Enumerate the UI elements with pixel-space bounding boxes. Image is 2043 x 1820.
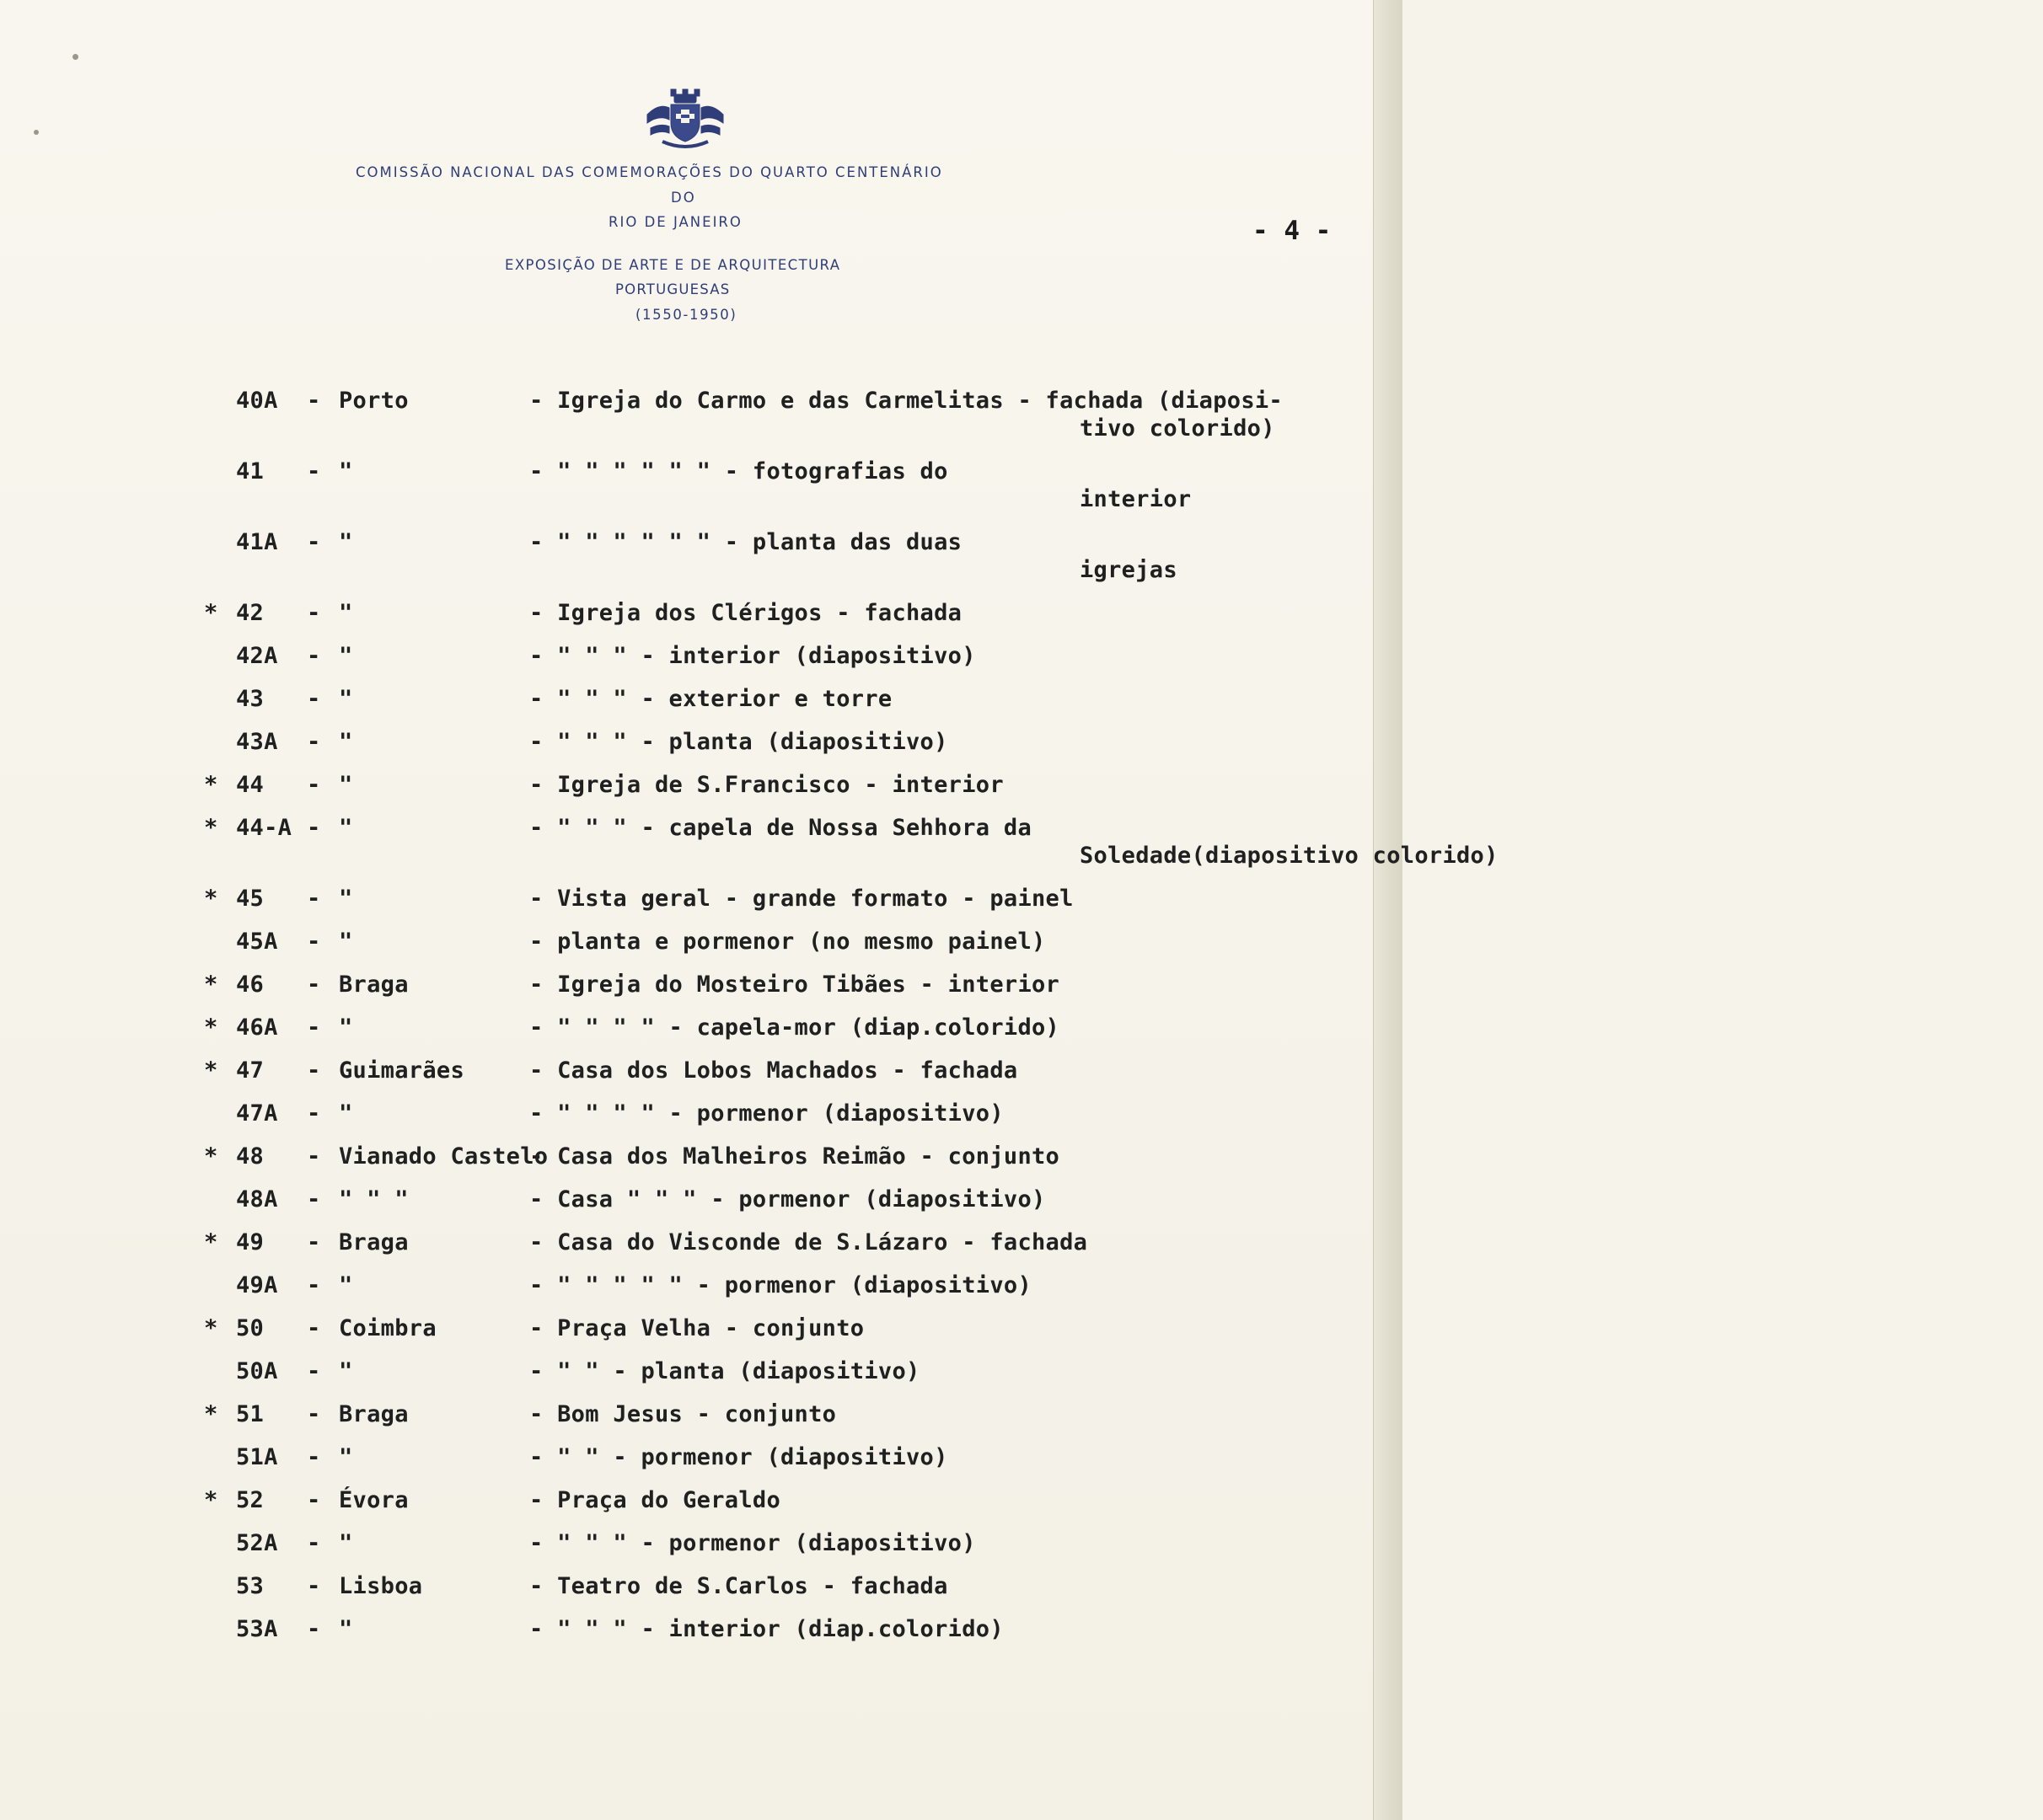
- entry-description: - Teatro de S.Carlos - fachada: [529, 1573, 948, 1599]
- entry-number: 48: [236, 1143, 265, 1170]
- entry-place: ": [339, 886, 353, 912]
- entry-number: 41A: [236, 529, 278, 555]
- entry-mark: *: [204, 1014, 218, 1041]
- entry-description: - " " " " " " - planta das duas: [529, 529, 963, 555]
- entry-separator: -: [307, 929, 321, 955]
- letterhead-do: DO: [671, 190, 696, 206]
- entry-description: - Igreja dos Clérigos - fachada: [529, 600, 963, 626]
- catalog-entry: [0, 600, 1402, 639]
- entry-number: 46: [236, 972, 265, 998]
- entry-separator: -: [307, 529, 321, 555]
- entry-place: Braga: [339, 1229, 409, 1255]
- entry-description: - " " " - interior (diap.colorido): [529, 1616, 1004, 1642]
- entry-description: - " " - planta (diapositivo): [529, 1358, 920, 1384]
- letterhead-city: RIO DE JANEIRO: [609, 214, 743, 230]
- entry-number: 48A: [236, 1186, 278, 1212]
- entry-place: Évora: [339, 1487, 409, 1513]
- entry-description: - " " " " " " - fotografias do: [529, 458, 948, 484]
- entry-mark: *: [204, 1487, 218, 1513]
- entry-number: 51A: [236, 1444, 278, 1470]
- entry-mark: *: [204, 972, 218, 998]
- entry-place: ": [339, 929, 353, 955]
- entry-separator: -: [307, 1057, 321, 1084]
- entry-description: - " " " - interior (diapositivo): [529, 643, 976, 669]
- entry-description: - " " " " - pormenor (diapositivo): [529, 1100, 1004, 1127]
- entry-number: 50: [236, 1315, 265, 1341]
- catalog-entry: [0, 1272, 1402, 1311]
- catalog-entry-continuation: [0, 486, 1402, 525]
- catalog-entry: [0, 1401, 1402, 1440]
- entry-separator: -: [307, 1487, 321, 1513]
- entry-description: - " " - pormenor (diapositivo): [529, 1444, 948, 1470]
- catalog-entry-continuation: [0, 843, 1499, 881]
- entry-place: ": [339, 729, 353, 755]
- entry-separator: -: [307, 1100, 321, 1127]
- entry-mark: *: [204, 815, 218, 841]
- entry-separator: -: [307, 458, 321, 484]
- entry-number: 42: [236, 600, 265, 626]
- catalog-entry: [0, 1186, 1402, 1225]
- entry-separator: -: [307, 1444, 321, 1470]
- letterhead-exhibition: EXPOSIÇÃO DE ARTE E DE ARQUITECTURA: [505, 257, 841, 273]
- entry-place: ": [339, 1272, 353, 1298]
- catalog-entry-continuation: [0, 415, 1402, 454]
- entry-description: - Bom Jesus - conjunto: [529, 1401, 837, 1427]
- entry-mark: *: [204, 1057, 218, 1084]
- letterhead-commission: COMISSÃO NACIONAL DAS COMEMORAÇÕES DO QUARTO CENTENÁRIO: [356, 164, 943, 180]
- catalog-entry: [0, 1616, 1402, 1655]
- entry-separator: -: [307, 1143, 321, 1170]
- catalog-entry: [0, 1014, 1402, 1053]
- entry-number: 51: [236, 1401, 265, 1427]
- entry-mark: *: [204, 1229, 218, 1255]
- entry-number: 47A: [236, 1100, 278, 1127]
- entry-place: Braga: [339, 1401, 409, 1427]
- entry-separator: -: [307, 1616, 321, 1642]
- entry-mark: *: [204, 1143, 218, 1170]
- catalog-entry: [0, 1487, 1402, 1526]
- entry-description-continuation: tivo colorido): [1080, 415, 1275, 442]
- entry-separator: -: [307, 729, 321, 755]
- entry-description-continuation: igrejas: [1080, 557, 1177, 583]
- entry-separator: -: [307, 1573, 321, 1599]
- entry-place: Lisboa: [339, 1573, 423, 1599]
- entry-description: - " " " - exterior e torre: [529, 686, 893, 712]
- entry-place: ": [339, 529, 353, 555]
- entry-description: - Casa do Visconde de S.Lázaro - fachada: [529, 1229, 1088, 1255]
- entry-number: 41: [236, 458, 265, 484]
- entry-place: Braga: [339, 972, 409, 998]
- catalog-entry: [0, 1444, 1402, 1483]
- entry-place: ": [339, 1530, 353, 1556]
- entry-separator: -: [307, 1272, 321, 1298]
- catalog-entry-continuation: [0, 557, 1402, 596]
- entry-number: 49: [236, 1229, 265, 1255]
- catalog-entry: [0, 1573, 1402, 1612]
- entry-separator: -: [307, 388, 321, 414]
- entry-number: 45A: [236, 929, 278, 955]
- entry-mark: *: [204, 600, 218, 626]
- entry-place: ": [339, 1444, 353, 1470]
- entry-description: - " " " " - capela-mor (diap.colorido): [529, 1014, 1060, 1041]
- letterhead-portuguesas: PORTUGUESAS: [615, 281, 731, 297]
- entry-place: ": [339, 1100, 353, 1127]
- entry-place: ": [339, 1358, 353, 1384]
- entry-number: 46A: [236, 1014, 278, 1041]
- entry-number: 47: [236, 1057, 265, 1084]
- entry-separator: -: [307, 1186, 321, 1212]
- entry-description-continuation: Soledade(diapositivo colorido): [1080, 843, 1499, 869]
- entry-place: ": [339, 1616, 353, 1642]
- entry-separator: -: [307, 1530, 321, 1556]
- entry-separator: -: [307, 686, 321, 712]
- entry-mark: *: [204, 1315, 218, 1341]
- entry-separator: -: [307, 1229, 321, 1255]
- entry-place: ": [339, 772, 353, 798]
- entry-description-continuation: interior: [1080, 486, 1192, 512]
- entry-description: - " " " " " - pormenor (diapositivo): [529, 1272, 1032, 1298]
- entry-description: - Casa dos Malheiros Reimão - conjunto: [529, 1143, 1060, 1170]
- entry-description: - Igreja do Mosteiro Tibães - interior: [529, 972, 1060, 998]
- entry-number: 50A: [236, 1358, 278, 1384]
- entry-number: 45: [236, 886, 265, 912]
- entry-place: ": [339, 1014, 353, 1041]
- letterhead-years: (1550-1950): [635, 307, 737, 323]
- catalog-entry: [0, 643, 1402, 682]
- entry-description: - planta e pormenor (no mesmo painel): [529, 929, 1046, 955]
- entry-number: 53A: [236, 1616, 278, 1642]
- entry-place: ": [339, 458, 353, 484]
- entry-number: 53: [236, 1573, 265, 1599]
- catalog-entry: [0, 1530, 1402, 1569]
- catalog-entry: [0, 1229, 1402, 1268]
- entry-separator: -: [307, 972, 321, 998]
- catalog-entry: [0, 772, 1402, 811]
- entry-description: - " " " - capela de Nossa Sehhora da: [529, 815, 1032, 841]
- entry-number: 49A: [236, 1272, 278, 1298]
- entry-separator: -: [307, 1315, 321, 1341]
- entry-number: 40A: [236, 388, 278, 414]
- entry-separator: -: [307, 1401, 321, 1427]
- entry-description: - " " " - pormenor (diapositivo): [529, 1530, 976, 1556]
- entry-separator: -: [307, 643, 321, 669]
- catalog-entry: [0, 1057, 1402, 1096]
- catalog-entry: [0, 729, 1402, 768]
- entry-description: - Praça do Geraldo: [529, 1487, 780, 1513]
- entry-place: ": [339, 815, 353, 841]
- catalog-entry: [0, 886, 1402, 924]
- catalog-entry: [0, 1143, 1402, 1182]
- catalog-entry: [0, 972, 1402, 1010]
- entry-description: - Igreja de S.Francisco - interior: [529, 772, 1004, 798]
- entry-number: 52: [236, 1487, 265, 1513]
- page-number: - 4 -: [1252, 216, 1332, 246]
- entry-separator: -: [307, 886, 321, 912]
- entry-place: " " ": [339, 1186, 409, 1212]
- entry-number: 42A: [236, 643, 278, 669]
- entry-place: Guimarães: [339, 1057, 464, 1084]
- entry-place: Vianado Castelo: [339, 1143, 549, 1170]
- entry-separator: -: [307, 772, 321, 798]
- entry-number: 52A: [236, 1530, 278, 1556]
- entry-mark: *: [204, 1401, 218, 1427]
- catalog-entry: [0, 1358, 1402, 1397]
- entry-separator: -: [307, 1014, 321, 1041]
- entry-place: ": [339, 686, 353, 712]
- entry-separator: -: [307, 1358, 321, 1384]
- entry-description: - Praça Velha - conjunto: [529, 1315, 865, 1341]
- entry-number: 43A: [236, 729, 278, 755]
- entry-mark: *: [204, 772, 218, 798]
- entry-place: Coimbra: [339, 1315, 437, 1341]
- entry-place: ": [339, 643, 353, 669]
- entry-separator: -: [307, 600, 321, 626]
- entry-number: 44: [236, 772, 265, 798]
- entry-number: 43: [236, 686, 265, 712]
- entry-description: - Igreja do Carmo e das Carmelitas - fachada (diaposi-: [529, 388, 1283, 414]
- entry-description: - Casa dos Lobos Machados - fachada: [529, 1057, 1018, 1084]
- entry-separator: -: [307, 815, 321, 841]
- entry-description: - Casa " " " - pormenor (diapositivo): [529, 1186, 1046, 1212]
- entry-description: - Vista geral - grande formato - painel: [529, 886, 1074, 912]
- entry-place: ": [339, 600, 353, 626]
- entry-mark: *: [204, 886, 218, 912]
- entry-number: 44-A: [236, 815, 292, 841]
- entry-place: Porto: [339, 388, 409, 414]
- catalog-entry: [0, 1315, 1402, 1354]
- catalog-entry: [0, 929, 1402, 967]
- catalog-entry: [0, 686, 1402, 725]
- catalog-entry: [0, 1100, 1402, 1139]
- entry-description: - " " " - planta (diapositivo): [529, 729, 948, 755]
